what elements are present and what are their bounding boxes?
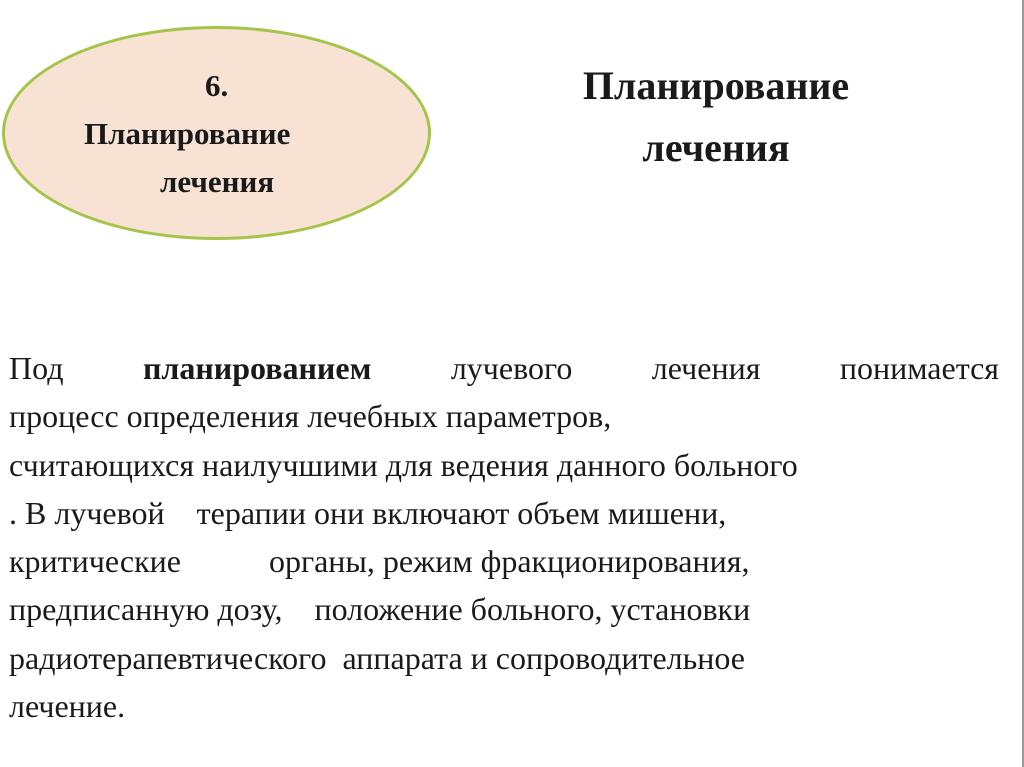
paragraph-line-4: . В лучевой терапии они включают объем мишени,: [9, 494, 727, 531]
slide-title-line2: лечения: [642, 125, 790, 170]
section-badge-label-line1: Планирование: [84, 116, 291, 151]
paragraph-line-3: считающихся наилучшими для ведения данного больного: [9, 446, 798, 483]
paragraph-word: лучевого: [450, 350, 573, 386]
paragraph-line-6: предписанную дозу, положение больного, установки: [9, 591, 751, 628]
slide-title-line1: Планирование: [582, 63, 850, 108]
paragraph-line-7: радиотерапевтического аппарата и сопроводительное: [9, 639, 745, 676]
section-badge-label-line2: лечения: [160, 164, 275, 199]
paragraph-word: понимается: [839, 350, 999, 386]
paragraph-line-1: [9, 344, 999, 392]
slide-title: [530, 55, 902, 179]
paragraph-line-8: лечение.: [9, 688, 126, 725]
paragraph-line-5: критические органы, режим фракционирования,: [9, 543, 750, 580]
paragraph-word: Под: [9, 350, 64, 386]
definition-paragraph: [9, 344, 999, 730]
paragraph-emphasis-word: планированием: [142, 350, 372, 386]
paragraph-line-2: процесс определения лечебных параметров,: [9, 398, 612, 435]
paragraph-word: лечения: [651, 350, 761, 386]
section-number: 6.: [205, 68, 229, 103]
